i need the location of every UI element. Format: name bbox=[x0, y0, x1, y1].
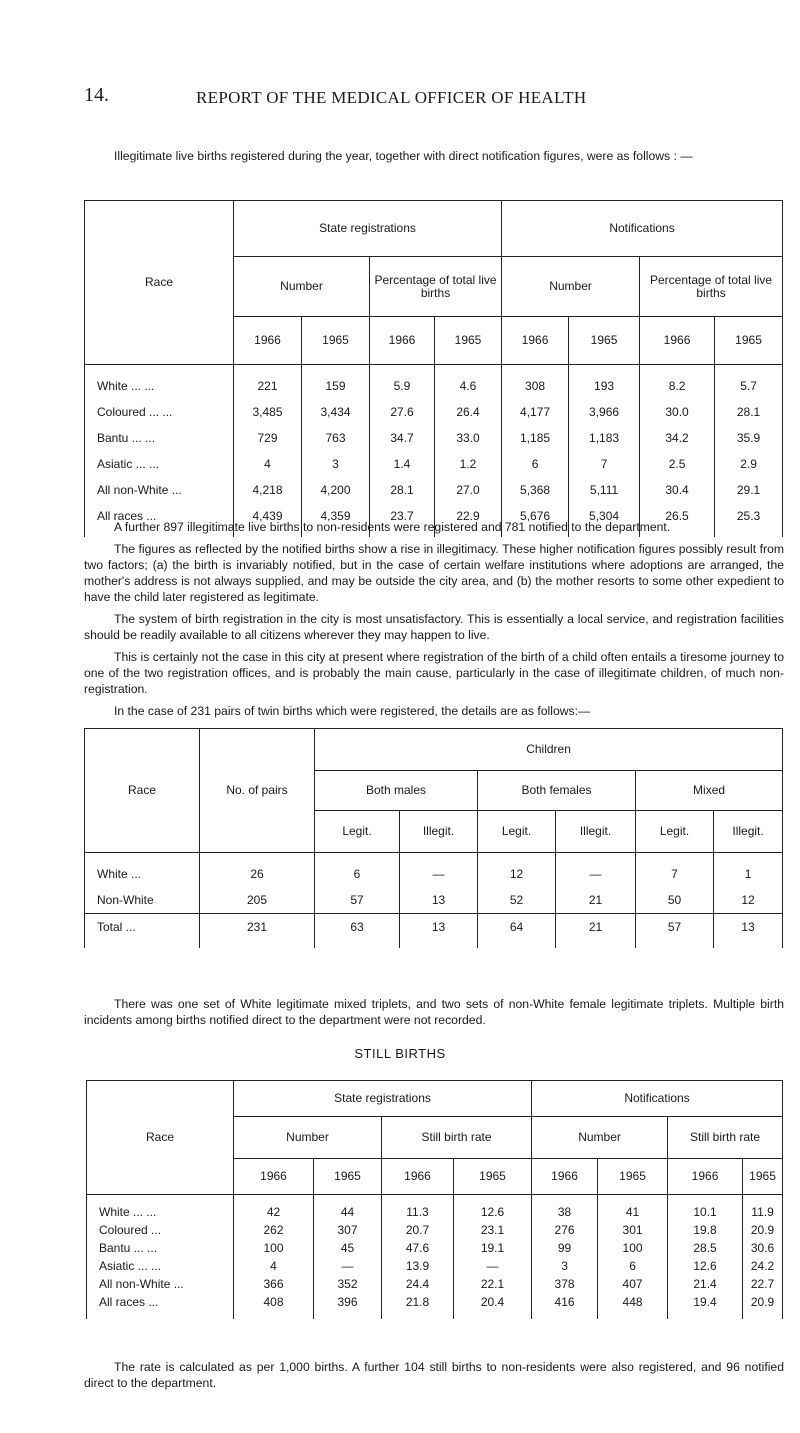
value-cell: 8.2 bbox=[640, 365, 715, 400]
value-cell: 26.5 bbox=[640, 503, 715, 537]
illegit-header: Illegit. bbox=[714, 811, 783, 853]
year-header: 1965 bbox=[454, 1159, 532, 1195]
value-cell: 12.6 bbox=[668, 1257, 743, 1275]
value-cell: 3,434 bbox=[302, 399, 370, 425]
value-cell: 29.1 bbox=[715, 477, 783, 503]
value-cell: 2.5 bbox=[640, 451, 715, 477]
value-cell: 1.2 bbox=[435, 451, 502, 477]
number-header: Number bbox=[234, 257, 370, 317]
paragraph-non-residents: A further 897 illegitimate live births to non-residents were registered and 781 notified to the department. bbox=[114, 520, 671, 534]
value-cell: 193 bbox=[569, 365, 640, 400]
percentage-header: Percentage of total live births bbox=[640, 257, 783, 317]
value-cell: 47.6 bbox=[382, 1239, 454, 1257]
value-cell: 5.9 bbox=[370, 365, 435, 400]
value-cell: 100 bbox=[598, 1239, 668, 1257]
value-cell: 1,183 bbox=[569, 425, 640, 451]
illegitimate-births-table bbox=[84, 200, 783, 537]
value-cell: 13 bbox=[400, 887, 478, 914]
pairs-header: No. of pairs bbox=[200, 729, 315, 853]
value-cell: 64 bbox=[478, 914, 556, 949]
value-cell: 396 bbox=[314, 1293, 382, 1319]
table-row bbox=[85, 399, 783, 425]
value-cell: 19.1 bbox=[454, 1239, 532, 1257]
value-cell: 408 bbox=[234, 1293, 314, 1319]
race-cell: All non-White ... bbox=[85, 477, 234, 503]
value-cell: 352 bbox=[314, 1275, 382, 1293]
table-row bbox=[85, 477, 783, 503]
value-cell: 1 bbox=[714, 853, 783, 888]
table-row bbox=[85, 365, 783, 400]
still-birth-rate-header: Still birth rate bbox=[382, 1117, 532, 1159]
value-cell: 11.9 bbox=[743, 1195, 783, 1222]
table-row bbox=[87, 1221, 783, 1239]
table-row bbox=[87, 1257, 783, 1275]
table-row bbox=[85, 451, 783, 477]
both-females-header: Both females bbox=[478, 771, 636, 811]
value-cell: 301 bbox=[598, 1221, 668, 1239]
table-row bbox=[87, 1195, 783, 1222]
race-cell: All races ... bbox=[85, 503, 234, 537]
value-cell: 23.7 bbox=[370, 503, 435, 537]
value-cell: 7 bbox=[636, 853, 714, 888]
value-cell: 23.1 bbox=[454, 1221, 532, 1239]
year-header: 1965 bbox=[314, 1159, 382, 1195]
value-cell: 3 bbox=[302, 451, 370, 477]
value-cell: 2.9 bbox=[715, 451, 783, 477]
value-cell: 38 bbox=[532, 1195, 598, 1222]
value-cell: 99 bbox=[532, 1239, 598, 1257]
race-cell: Coloured ... ... bbox=[85, 399, 234, 425]
race-header: Race bbox=[87, 1081, 234, 1195]
value-cell: 30.4 bbox=[640, 477, 715, 503]
value-cell: 4,200 bbox=[302, 477, 370, 503]
race-header: Race bbox=[85, 729, 200, 853]
race-cell: Asiatic ... ... bbox=[85, 451, 234, 477]
value-cell: 100 bbox=[234, 1239, 314, 1257]
value-cell: 11.3 bbox=[382, 1195, 454, 1222]
value-cell: 307 bbox=[314, 1221, 382, 1239]
value-cell: 28.5 bbox=[668, 1239, 743, 1257]
notifications-header: Notifications bbox=[532, 1081, 783, 1117]
value-cell: 44 bbox=[314, 1195, 382, 1222]
legit-header: Legit. bbox=[636, 811, 714, 853]
value-cell: 4,359 bbox=[302, 503, 370, 537]
value-cell: 4,177 bbox=[502, 399, 569, 425]
intro-paragraph: Illegitimate live births registered during the year, together with direct notification figures, were as follows : — bbox=[114, 149, 693, 163]
value-cell: 159 bbox=[302, 365, 370, 400]
value-cell: 1.4 bbox=[370, 451, 435, 477]
value-cell: 5,304 bbox=[569, 503, 640, 537]
value-cell: 5.7 bbox=[715, 365, 783, 400]
table-row bbox=[85, 887, 783, 914]
value-cell: 3,966 bbox=[569, 399, 640, 425]
year-header: 1965 bbox=[302, 317, 370, 365]
state-registrations-header: State registrations bbox=[234, 201, 502, 257]
still-births-heading: STILL BIRTHS bbox=[354, 1046, 446, 1061]
value-cell: 25.3 bbox=[715, 503, 783, 537]
year-header: 1965 bbox=[743, 1159, 783, 1195]
value-cell: 308 bbox=[502, 365, 569, 400]
percentage-header: Percentage of total live births bbox=[370, 257, 502, 317]
still-birth-rate-header: Still birth rate bbox=[668, 1117, 783, 1159]
value-cell: 20.9 bbox=[743, 1221, 783, 1239]
value-cell: 5,111 bbox=[569, 477, 640, 503]
table-row bbox=[87, 1239, 783, 1257]
table-row bbox=[85, 853, 783, 888]
value-cell: 7 bbox=[569, 451, 640, 477]
race-cell: White ... ... bbox=[85, 365, 234, 400]
value-cell: 231 bbox=[200, 914, 315, 949]
race-cell: Bantu ... ... bbox=[87, 1239, 234, 1257]
year-header: 1966 bbox=[234, 317, 302, 365]
year-header: 1966 bbox=[382, 1159, 454, 1195]
race-header: Race bbox=[85, 201, 234, 365]
value-cell: 50 bbox=[636, 887, 714, 914]
race-cell: Total ... bbox=[85, 914, 200, 949]
legit-header: Legit. bbox=[478, 811, 556, 853]
value-cell: 12 bbox=[478, 853, 556, 888]
value-cell: 19.4 bbox=[668, 1293, 743, 1319]
value-cell: 205 bbox=[200, 887, 315, 914]
value-cell: 12.6 bbox=[454, 1195, 532, 1222]
value-cell: 448 bbox=[598, 1293, 668, 1319]
value-cell: 57 bbox=[636, 914, 714, 949]
value-cell: 34.7 bbox=[370, 425, 435, 451]
race-cell: White ... ... bbox=[87, 1195, 234, 1222]
value-cell: 30.6 bbox=[743, 1239, 783, 1257]
mixed-header: Mixed bbox=[636, 771, 783, 811]
value-cell: 5,368 bbox=[502, 477, 569, 503]
value-cell: 24.4 bbox=[382, 1275, 454, 1293]
value-cell: 221 bbox=[234, 365, 302, 400]
year-header: 1965 bbox=[435, 317, 502, 365]
value-cell: 6 bbox=[315, 853, 400, 888]
year-header: 1966 bbox=[532, 1159, 598, 1195]
value-cell: 10.1 bbox=[668, 1195, 743, 1222]
value-cell: — bbox=[400, 853, 478, 888]
value-cell: 45 bbox=[314, 1239, 382, 1257]
value-cell: 35.9 bbox=[715, 425, 783, 451]
value-cell: 5,676 bbox=[502, 503, 569, 537]
value-cell: 378 bbox=[532, 1275, 598, 1293]
value-cell: 3,485 bbox=[234, 399, 302, 425]
value-cell: 21.4 bbox=[668, 1275, 743, 1293]
value-cell: 22.9 bbox=[435, 503, 502, 537]
value-cell: 13 bbox=[400, 914, 478, 949]
paragraph-twins: In the case of 231 pairs of twin births which were registered, the details are as follows:— bbox=[114, 704, 591, 718]
value-cell: 12 bbox=[714, 887, 783, 914]
value-cell: 34.2 bbox=[640, 425, 715, 451]
race-cell: Non-White bbox=[85, 887, 200, 914]
value-cell: 416 bbox=[532, 1293, 598, 1319]
value-cell: 27.0 bbox=[435, 477, 502, 503]
number-header: Number bbox=[532, 1117, 668, 1159]
value-cell: 13.9 bbox=[382, 1257, 454, 1275]
year-header: 1966 bbox=[370, 317, 435, 365]
value-cell: 407 bbox=[598, 1275, 668, 1293]
number-header: Number bbox=[502, 257, 640, 317]
value-cell: 276 bbox=[532, 1221, 598, 1239]
notifications-header: Notifications bbox=[502, 201, 783, 257]
value-cell: 28.1 bbox=[715, 399, 783, 425]
value-cell: 33.0 bbox=[435, 425, 502, 451]
value-cell: 22.1 bbox=[454, 1275, 532, 1293]
year-header: 1966 bbox=[668, 1159, 743, 1195]
value-cell: 52 bbox=[478, 887, 556, 914]
triplets-note: There was one set of White legitimate mixed triplets, and two sets of non-White female legitimate triplets. Multiple birth incidents among births notified direct to the department were not recorded. bbox=[84, 997, 784, 1027]
value-cell: 21.8 bbox=[382, 1293, 454, 1319]
text-block bbox=[84, 519, 784, 719]
paragraph-system: The system of birth registration in the city is most unsatisfactory. This is essentially a local service, and registration facilities should be readily available to all citizens wherever they may happen to live. bbox=[84, 612, 784, 642]
children-header: Children bbox=[315, 729, 783, 771]
value-cell: 30.0 bbox=[640, 399, 715, 425]
value-cell: 13 bbox=[714, 914, 783, 949]
year-header: 1965 bbox=[715, 317, 783, 365]
illegit-header: Illegit. bbox=[400, 811, 478, 853]
value-cell: 6 bbox=[502, 451, 569, 477]
value-cell: 26 bbox=[200, 853, 315, 888]
still-births-table bbox=[86, 1080, 783, 1319]
illegit-header: Illegit. bbox=[556, 811, 636, 853]
page-header: REPORT OF THE MEDICAL OFFICER OF HEALTH bbox=[196, 88, 587, 107]
year-header: 1965 bbox=[598, 1159, 668, 1195]
table-row bbox=[87, 1275, 783, 1293]
twin-births-table bbox=[84, 728, 783, 948]
year-header: 1966 bbox=[640, 317, 715, 365]
race-cell: White ... bbox=[85, 853, 200, 888]
value-cell: 4,218 bbox=[234, 477, 302, 503]
value-cell: 3 bbox=[532, 1257, 598, 1275]
state-registrations-header: State registrations bbox=[234, 1081, 532, 1117]
year-header: 1965 bbox=[569, 317, 640, 365]
race-cell: All races ... bbox=[87, 1293, 234, 1319]
value-cell: 21 bbox=[556, 887, 636, 914]
race-cell: Asiatic ... ... bbox=[87, 1257, 234, 1275]
paragraph-figures: The figures as reflected by the notified births show a rise in illegitimacy. These higher notification figures possibly result from two factors; (a) the birth is invariably notified, but in the case of certain welfare institutions where adoptions are arranged, the mother's address is not always supplied, and may be outside the city area, and (b) the mother resorts to some other expedient to have the child later registered as legitimate. bbox=[84, 542, 784, 604]
value-cell: 366 bbox=[234, 1275, 314, 1293]
value-cell: 1,185 bbox=[502, 425, 569, 451]
value-cell: 729 bbox=[234, 425, 302, 451]
value-cell: 22.7 bbox=[743, 1275, 783, 1293]
value-cell: 4 bbox=[234, 451, 302, 477]
value-cell: 57 bbox=[315, 887, 400, 914]
race-cell: Bantu ... ... bbox=[85, 425, 234, 451]
number-header: Number bbox=[234, 1117, 382, 1159]
year-header: 1966 bbox=[502, 317, 569, 365]
value-cell: 4,439 bbox=[234, 503, 302, 537]
table-row bbox=[85, 425, 783, 451]
value-cell: 24.2 bbox=[743, 1257, 783, 1275]
table-row bbox=[87, 1293, 783, 1319]
value-cell: 763 bbox=[302, 425, 370, 451]
value-cell: 21 bbox=[556, 914, 636, 949]
value-cell: 28.1 bbox=[370, 477, 435, 503]
value-cell: 19.8 bbox=[668, 1221, 743, 1239]
value-cell: — bbox=[454, 1257, 532, 1275]
table-row bbox=[85, 914, 783, 949]
value-cell: — bbox=[556, 853, 636, 888]
both-males-header: Both males bbox=[315, 771, 478, 811]
paragraph-journey: This is certainly not the case in this city at present where registration of the birth of a child often entails a tiresome journey to one of the two registration offices, and is probably the main cause, particularly in the case of illegitimate children, of much non-registration. bbox=[84, 650, 784, 696]
value-cell: 42 bbox=[234, 1195, 314, 1222]
value-cell: 4.6 bbox=[435, 365, 502, 400]
race-cell: All non-White ... bbox=[87, 1275, 234, 1293]
value-cell: 26.4 bbox=[435, 399, 502, 425]
value-cell: 6 bbox=[598, 1257, 668, 1275]
value-cell: 63 bbox=[315, 914, 400, 949]
value-cell: 20.9 bbox=[743, 1293, 783, 1319]
value-cell: 20.4 bbox=[454, 1293, 532, 1319]
value-cell: 262 bbox=[234, 1221, 314, 1239]
page-number: 14. bbox=[84, 84, 109, 106]
year-header: 1966 bbox=[234, 1159, 314, 1195]
value-cell: 4 bbox=[234, 1257, 314, 1275]
value-cell: 27.6 bbox=[370, 399, 435, 425]
footnote: The rate is calculated as per 1,000 births. A further 104 still births to non-residents were also registered, and 96 notified direct to the department. bbox=[84, 1360, 784, 1390]
race-cell: Coloured ... bbox=[87, 1221, 234, 1239]
value-cell: 41 bbox=[598, 1195, 668, 1222]
value-cell: 20.7 bbox=[382, 1221, 454, 1239]
legit-header: Legit. bbox=[315, 811, 400, 853]
value-cell: — bbox=[314, 1257, 382, 1275]
